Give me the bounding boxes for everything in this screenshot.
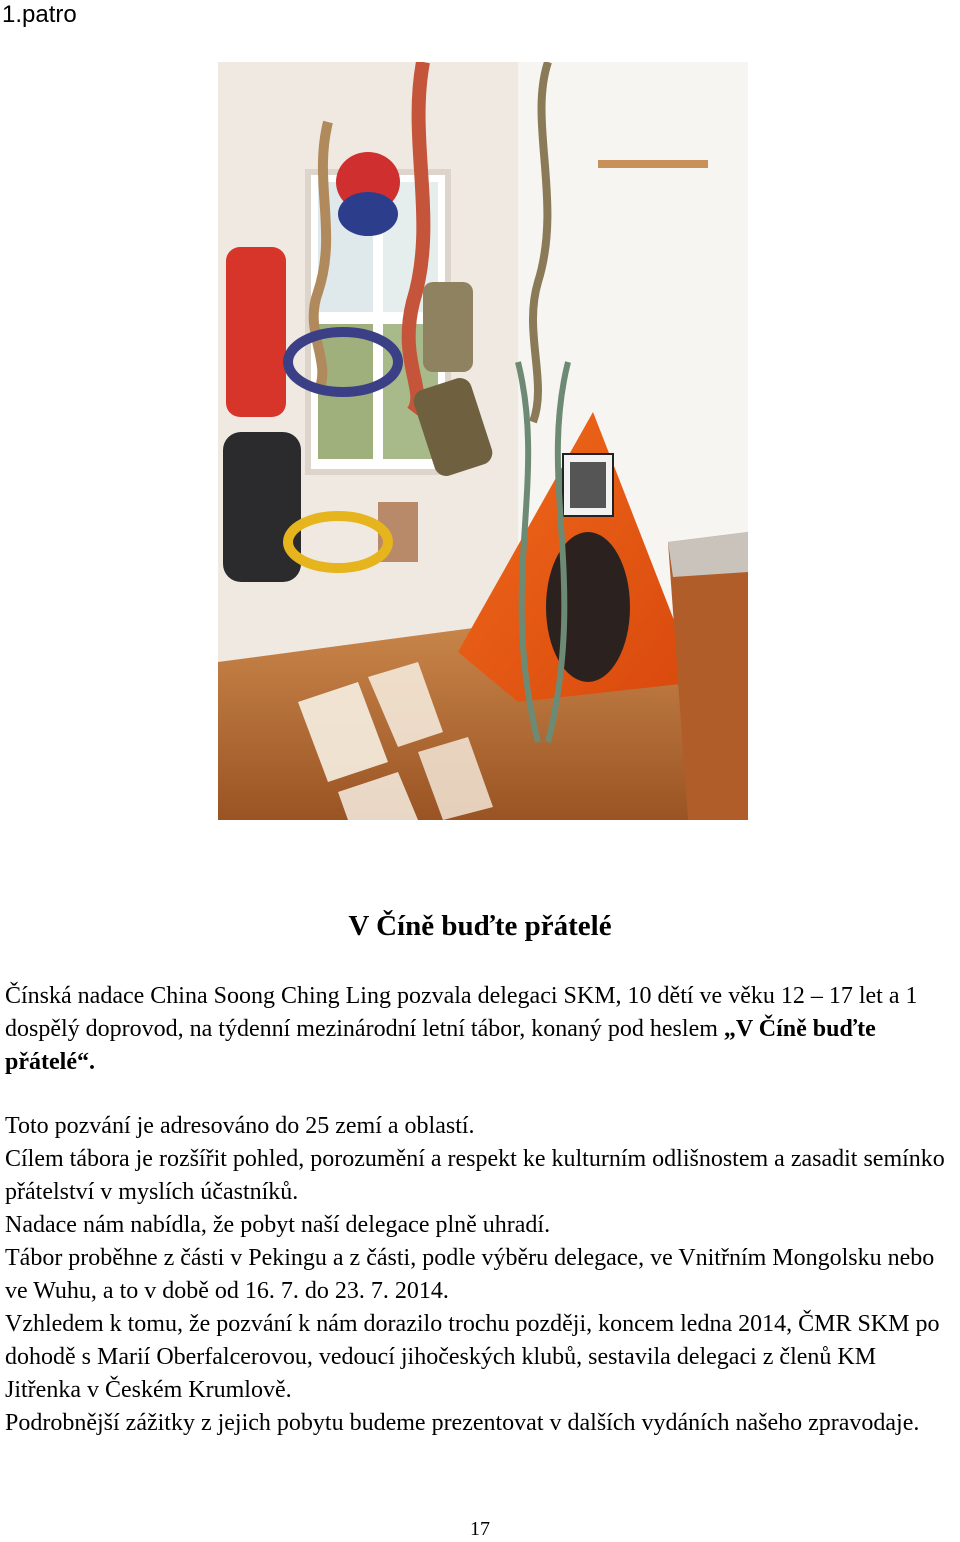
paragraph: Toto pozvání je adresováno do 25 zemí a oblastí.: [5, 1113, 475, 1139]
paragraph: Podrobnější zážitky z jejich pobytu budeme prezentovat v dalších vydáních našeho zpravodaje.: [5, 1410, 920, 1436]
section-label: 1.patro: [2, 1, 77, 28]
exhibition-photo: [218, 62, 748, 820]
intro-paragraph: [5, 980, 957, 1079]
intro-end: .: [88, 1049, 95, 1075]
article-title: V Číně buďte přátelé: [348, 910, 612, 942]
article-body: [5, 1110, 957, 1440]
page-number: 17: [470, 1518, 490, 1540]
paragraph: Tábor proběhne z části v Pekingu a z části, podle výběru delegace, ve Vnitřním Mongolsku nebo ve Wuhu, a to v době od 16. 7. do 23. 7. 2014.: [5, 1245, 935, 1304]
paragraph: Cílem tábora je rozšířit pohled, porozumění a respekt ke kulturním odlišnostem a zasadit semínko přátelství v myslích účastníků.: [5, 1146, 945, 1205]
paragraph: Vzhledem k tomu, že pozvání k nám dorazilo trochu později, koncem ledna 2014, ČMR SKM po dohodě s Marií Oberfalcerovou, vedoucí jihočeských klubů, sestavila delegaci z členů KM Jitřenka v Českém Krumlově.: [5, 1311, 940, 1403]
intro-text: Čínská nadace China Soong Ching Ling pozvala delegaci SKM, 10 dětí ve věku 12 – 17 let a 1 dospělý doprovod, na týdenní mezinárodní letní tábor, konaný pod heslem: [5, 983, 918, 1042]
paragraph: Nadace nám nabídla, že pobyt naší delegace plně uhradí.: [5, 1212, 551, 1238]
intro-motto: „V Číně buďte přátelé“: [5, 1016, 876, 1075]
